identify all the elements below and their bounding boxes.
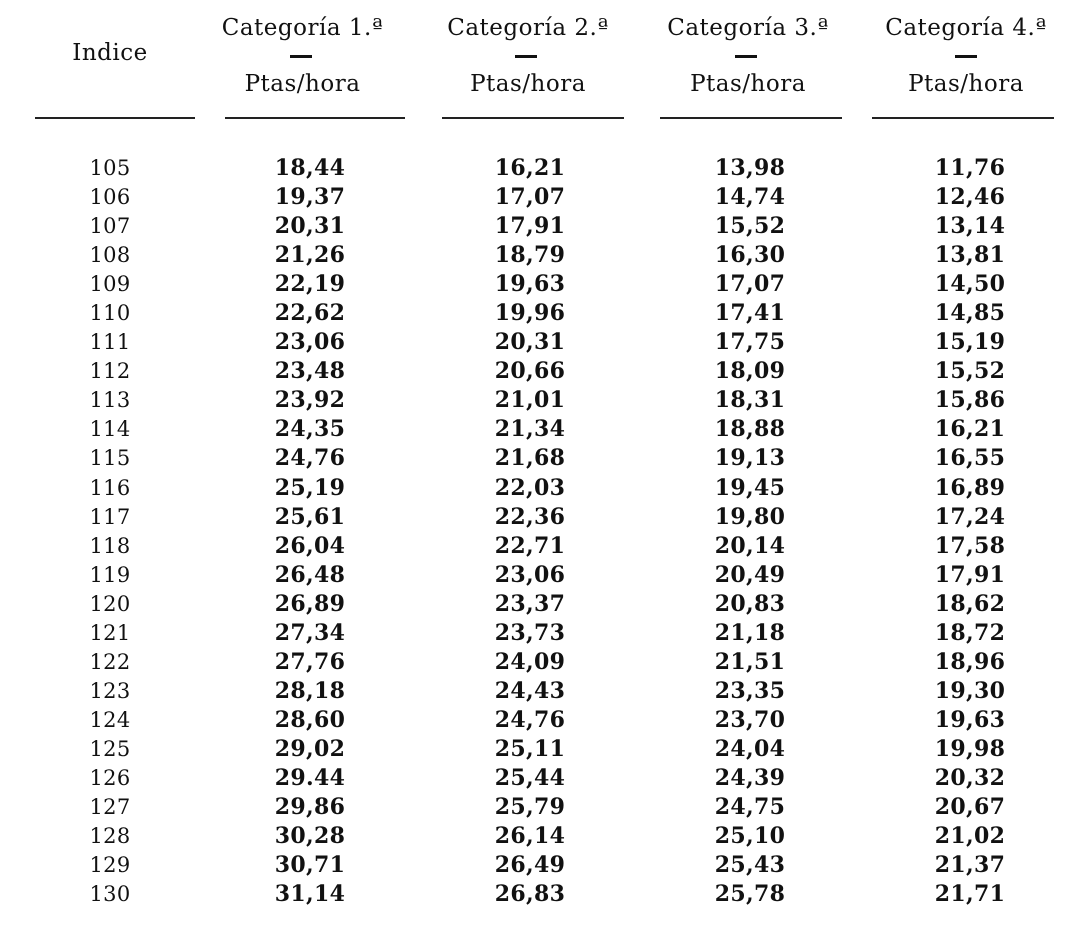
table-cell-category-2: 25,11 [494, 735, 566, 762]
table-row [0, 213, 1070, 242]
table-cell-category-3: 19,13 [714, 445, 786, 472]
header-index: Indice [72, 40, 148, 66]
table-cell-category-4: 20,67 [934, 794, 1006, 821]
table-cell-index: 111 [89, 330, 131, 355]
table-cell-category-1: 22,19 [274, 271, 346, 298]
table-cell-category-3: 20,14 [714, 532, 786, 559]
table-cell-category-2: 21,01 [494, 387, 566, 414]
table-cell-index: 109 [89, 272, 131, 297]
table-cell-category-3: 24,04 [714, 735, 786, 762]
table-cell-category-3: 18,31 [714, 387, 786, 414]
header-dash-3 [735, 55, 757, 58]
table-cell-category-4: 21,37 [934, 852, 1006, 879]
table-cell-category-3: 20,83 [714, 590, 786, 617]
table-cell-index: 108 [89, 243, 131, 268]
table-cell-category-1: 20,31 [274, 213, 346, 240]
table-cell-category-1: 23,92 [274, 387, 346, 414]
table-cell-category-1: 22,62 [274, 300, 346, 327]
table-cell-index: 114 [89, 417, 131, 442]
header-unit-4: Ptas/hora [908, 71, 1024, 97]
table-cell-category-4: 18,62 [934, 590, 1006, 617]
header-dash-2 [515, 55, 537, 58]
table-cell-category-1: 21,26 [274, 242, 346, 269]
table-cell-category-1: 19,37 [274, 184, 346, 211]
header-rule-2 [442, 117, 624, 119]
table-cell-index: 120 [89, 591, 131, 616]
table-cell-category-4: 19,30 [934, 677, 1006, 704]
table-cell-category-2: 17,91 [494, 213, 566, 240]
header-rule-index [35, 117, 195, 119]
table-cell-category-2: 19,96 [494, 300, 566, 327]
table-cell-category-1: 26,89 [274, 590, 346, 617]
table-row [0, 358, 1070, 387]
table-cell-category-2: 18,79 [494, 242, 566, 269]
table-cell-category-1: 18,44 [274, 155, 346, 181]
table-cell-category-3: 25,43 [714, 852, 786, 879]
table-row [0, 794, 1070, 823]
table-row [0, 533, 1070, 562]
table-cell-category-2: 24,76 [494, 706, 566, 733]
header-unit-3: Ptas/hora [690, 71, 806, 97]
table-row [0, 242, 1070, 271]
table-cell-category-4: 21,02 [934, 823, 1006, 850]
table-cell-category-1: 27,34 [274, 619, 346, 646]
table-cell-category-3: 19,80 [714, 503, 786, 530]
table-row [0, 155, 1070, 184]
table-cell-category-2: 23,37 [494, 590, 566, 617]
table-cell-category-1: 25,61 [274, 503, 346, 530]
table-cell-category-2: 23,06 [494, 561, 566, 588]
table-cell-index: 106 [89, 185, 131, 210]
table-cell-category-3: 21,51 [714, 648, 786, 675]
table-cell-category-3: 18,88 [714, 416, 786, 443]
table-cell-category-3: 21,18 [714, 619, 786, 646]
table-cell-category-4: 15,86 [934, 387, 1006, 414]
table-cell-category-4: 15,52 [934, 358, 1006, 385]
table-cell-index: 113 [89, 388, 131, 413]
table-cell-category-3: 14,74 [714, 184, 786, 211]
table-cell-index: 127 [89, 795, 131, 820]
table-cell-category-2: 17,07 [494, 184, 566, 211]
table-cell-index: 115 [89, 446, 131, 471]
table-row [0, 562, 1070, 591]
header-dash-1 [290, 55, 312, 58]
table-cell-category-4: 17,58 [934, 532, 1006, 559]
table-cell-category-4: 11,76 [934, 155, 1006, 181]
table-row [0, 852, 1070, 881]
table-cell-index: 107 [89, 214, 131, 239]
table-cell-index: 125 [89, 736, 131, 761]
table-row [0, 416, 1070, 445]
table-cell-category-4: 20,32 [934, 764, 1006, 791]
table-row [0, 271, 1070, 300]
table-cell-category-3: 24,39 [714, 764, 786, 791]
table-cell-category-1: 23,06 [274, 329, 346, 356]
table-cell-category-2: 21,68 [494, 445, 566, 472]
table-cell-category-1: 26,04 [274, 532, 346, 559]
table-cell-category-4: 17,24 [934, 503, 1006, 530]
table-cell-category-1: 29.44 [274, 764, 346, 791]
table-cell-category-4: 14,50 [934, 271, 1006, 298]
table-cell-category-1: 27,76 [274, 648, 346, 675]
table-cell-category-4: 12,46 [934, 184, 1006, 211]
table-cell-category-4: 18,72 [934, 619, 1006, 646]
table-cell-category-2: 24,09 [494, 648, 566, 675]
table-cell-category-2: 22,36 [494, 503, 566, 530]
table-cell-category-1: 30,71 [274, 852, 346, 879]
table-cell-category-4: 13,14 [934, 213, 1006, 240]
table-cell-category-3: 17,75 [714, 329, 786, 356]
table-cell-category-2: 23,73 [494, 619, 566, 646]
table-cell-index: 117 [89, 504, 131, 529]
table-cell-category-4: 14,85 [934, 300, 1006, 327]
table-cell-index: 128 [89, 824, 131, 849]
table-cell-category-1: 26,48 [274, 561, 346, 588]
table-row [0, 504, 1070, 533]
table-cell-category-4: 19,98 [934, 735, 1006, 762]
table-cell-category-1: 29,02 [274, 735, 346, 762]
table-row [0, 649, 1070, 678]
table-cell-category-2: 22,71 [494, 532, 566, 559]
table-cell-category-3: 18,09 [714, 358, 786, 385]
table-cell-category-3: 25,10 [714, 823, 786, 850]
table-cell-category-1: 24,35 [274, 416, 346, 443]
table-cell-index: 116 [89, 475, 131, 500]
table-row [0, 300, 1070, 329]
table-cell-category-3: 25,78 [714, 881, 786, 908]
table-cell-index: 112 [89, 359, 131, 384]
table-cell-category-2: 22,03 [494, 474, 566, 501]
table-cell-category-1: 31,14 [274, 881, 346, 908]
table-cell-category-1: 25,19 [274, 474, 346, 501]
table-cell-category-2: 25,44 [494, 764, 566, 791]
table-cell-index: 129 [89, 853, 131, 878]
header-category-2: Categoría 2.ª [447, 15, 609, 41]
table-cell-category-4: 19,63 [934, 706, 1006, 733]
table-cell-category-2: 26,14 [494, 823, 566, 850]
table-cell-category-1: 24,76 [274, 445, 346, 472]
table-row [0, 881, 1070, 910]
table-row [0, 591, 1070, 620]
table-cell-index: 119 [89, 562, 131, 587]
header-rule-3 [660, 117, 842, 119]
table-cell-category-4: 16,89 [934, 474, 1006, 501]
table-cell-index: 126 [89, 765, 131, 790]
table-cell-index: 105 [89, 156, 131, 180]
table-cell-index: 118 [89, 533, 131, 558]
table-row [0, 184, 1070, 213]
table-cell-category-3: 17,07 [714, 271, 786, 298]
table-cell-category-3: 19,45 [714, 474, 786, 501]
table-cell-category-2: 26,49 [494, 852, 566, 879]
header-unit-2: Ptas/hora [470, 71, 586, 97]
table-cell-category-4: 16,21 [934, 416, 1006, 443]
table-cell-category-2: 19,63 [494, 271, 566, 298]
table-cell-index: 123 [89, 678, 131, 703]
table-cell-index: 130 [89, 882, 131, 907]
table-cell-category-2: 24,43 [494, 677, 566, 704]
table-cell-category-1: 28,60 [274, 706, 346, 733]
table-cell-category-4: 18,96 [934, 648, 1006, 675]
table-cell-category-2: 25,79 [494, 794, 566, 821]
table-cell-category-1: 28,18 [274, 677, 346, 704]
table-row [0, 387, 1070, 416]
header-category-1: Categoría 1.ª [221, 15, 384, 41]
table-cell-category-1: 30,28 [274, 823, 346, 850]
table-row [0, 707, 1070, 736]
table-cell-category-3: 23,35 [714, 677, 786, 704]
table-cell-category-3: 15,52 [714, 213, 786, 240]
table-row [0, 620, 1070, 649]
table-cell-category-2: 20,31 [494, 329, 566, 356]
table-row [0, 678, 1070, 707]
header-category-3: Categoría 3.ª [667, 15, 829, 41]
table-body [0, 155, 1070, 910]
table-row [0, 475, 1070, 504]
header-rule-4 [872, 117, 1054, 119]
header-rule-1 [225, 117, 405, 119]
header-category-4: Categoría 4.ª [885, 15, 1047, 41]
table-cell-category-2: 21,34 [494, 416, 566, 443]
table-row [0, 765, 1070, 794]
table-cell-category-3: 23,70 [714, 706, 786, 733]
table-cell-category-4: 15,19 [934, 329, 1006, 356]
table-cell-category-2: 20,66 [494, 358, 566, 385]
table-cell-index: 124 [89, 707, 131, 732]
table-row [0, 823, 1070, 852]
table-row [0, 329, 1070, 358]
table-cell-index: 110 [89, 301, 131, 326]
table-cell-category-3: 13,98 [714, 155, 786, 181]
table-cell-category-4: 13,81 [934, 242, 1006, 269]
table-cell-category-3: 16,30 [714, 242, 786, 269]
table-cell-category-3: 24,75 [714, 794, 786, 821]
table-row [0, 736, 1070, 765]
table-row [0, 445, 1070, 474]
table-cell-category-2: 16,21 [494, 155, 566, 181]
header-dash-4 [955, 55, 977, 58]
table-cell-category-4: 17,91 [934, 561, 1006, 588]
table-cell-category-1: 29,86 [274, 794, 346, 821]
header-unit-1: Ptas/hora [244, 71, 361, 97]
table-cell-category-4: 21,71 [934, 881, 1006, 908]
table-cell-category-3: 17,41 [714, 300, 786, 327]
table-cell-category-4: 16,55 [934, 445, 1006, 472]
table-cell-category-1: 23,48 [274, 358, 346, 385]
table-cell-category-2: 26,83 [494, 881, 566, 908]
table-cell-index: 121 [89, 620, 131, 645]
table-cell-category-3: 20,49 [714, 561, 786, 588]
table-cell-index: 122 [89, 649, 131, 674]
